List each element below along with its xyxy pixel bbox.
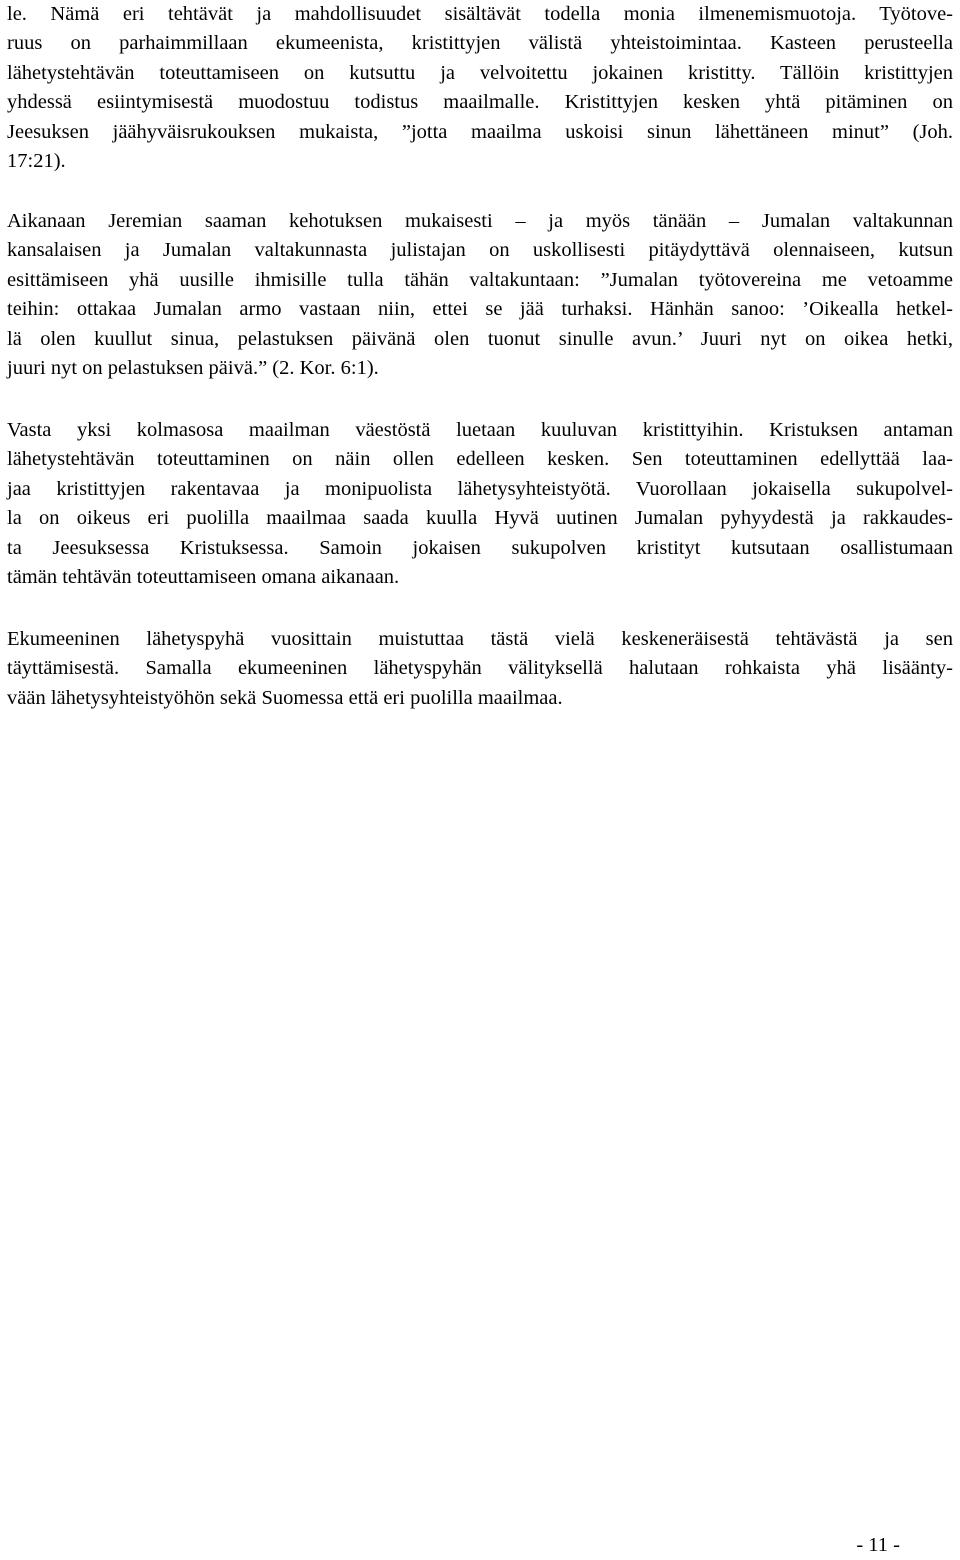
paragraph-3 xyxy=(7,416,953,592)
paragraph-line: Jeesuksen jäähyväisrukouksen mukaista, ”jotta maailma uskoisi sinun lähettäneen minut” (Joh. xyxy=(7,120,953,143)
paragraph-1 xyxy=(7,0,953,176)
paragraph-line: jaa kristittyjen rakentavaa ja monipuolista lähetysyhteistyötä. Vuorollaan jokaisella sukupolvel- xyxy=(7,477,953,500)
paragraph-2 xyxy=(7,207,953,383)
paragraph-line: teihin: ottakaa Jumalan armo vastaan niin, ettei se jää turhaksi. Hänhän sanoo: ’Oikealla hetkel- xyxy=(7,298,953,321)
page-number: - 11 - xyxy=(856,1534,900,1556)
paragraph-line: Vasta yksi kolmasosa maailman väestöstä luetaan kuuluvan kristittyihin. Kristuksen antaman xyxy=(7,419,953,441)
paragraph-line: juuri nyt on pelastuksen päivä.” (2. Kor. 6:1). xyxy=(7,357,379,380)
paragraph-line: ta Jeesuksessa Kristuksessa. Samoin jokaisen sukupolven kristityt kutsutaan osallistumaan xyxy=(7,536,953,559)
paragraph-line: la on oikeus eri puolilla maailmaa saada kuulla Hyvä uutinen Jumalan pyhyydestä ja rakkaudes- xyxy=(7,507,953,530)
paragraph-line: le. Nämä eri tehtävät ja mahdollisuudet sisältävät todella monia ilmenemismuotoja. Työtove- xyxy=(7,3,953,25)
paragraph-line: lähetystehtävän toteuttamiseen on kutsuttu ja velvoitettu jokainen kristitty. Tällöin kristittyjen xyxy=(7,61,953,84)
paragraph-line: vään lähetysyhteistyöhön sekä Suomessa että eri puolilla maailmaa. xyxy=(7,686,563,709)
paragraph-line: Ekumeeninen lähetyspyhä vuosittain muistuttaa tästä vielä keskeneräisestä tehtävästä ja sen xyxy=(7,628,953,650)
paragraph-line: täyttämisestä. Samalla ekumeeninen lähetyspyhän välityksellä halutaan rohkaista yhä lisäänty- xyxy=(7,657,953,680)
paragraph-line: lä olen kuullut sinua, pelastuksen päivänä olen tuonut sinulle avun.’ Juuri nyt on oikea hetki, xyxy=(7,327,953,350)
paragraph-line: tämän tehtävän toteuttamiseen omana aikanaan. xyxy=(7,566,400,589)
paragraph-line: 17:21). xyxy=(7,150,66,173)
paragraph-line: Aikanaan Jeremian saaman kehotuksen mukaisesti – ja myös tänään – Jumalan valtakunnan xyxy=(7,210,953,232)
paragraph-4 xyxy=(7,625,953,713)
paragraph-line: yhdessä esiintymisestä muodostuu todistus maailmalle. Kristittyjen kesken yhtä pitäminen on xyxy=(7,91,953,114)
paragraph-line: kansalaisen ja Jumalan valtakunnasta julistajan on uskollisesti pitäydyttävä olennaiseen, kutsun xyxy=(7,239,953,262)
paragraph-line: esittämiseen yhä uusille ihmisille tulla tähän valtakuntaan: ”Jumalan työtovereina me vetoamme xyxy=(7,268,953,291)
paragraph-line: lähetystehtävän toteuttaminen on näin ollen edelleen kesken. Sen toteuttaminen edellyttää laa- xyxy=(7,448,953,471)
paragraph-line: ruus on parhaimmillaan ekumeenista, kristittyjen välistä yhteistoimintaa. Kasteen perusteella xyxy=(7,32,953,55)
